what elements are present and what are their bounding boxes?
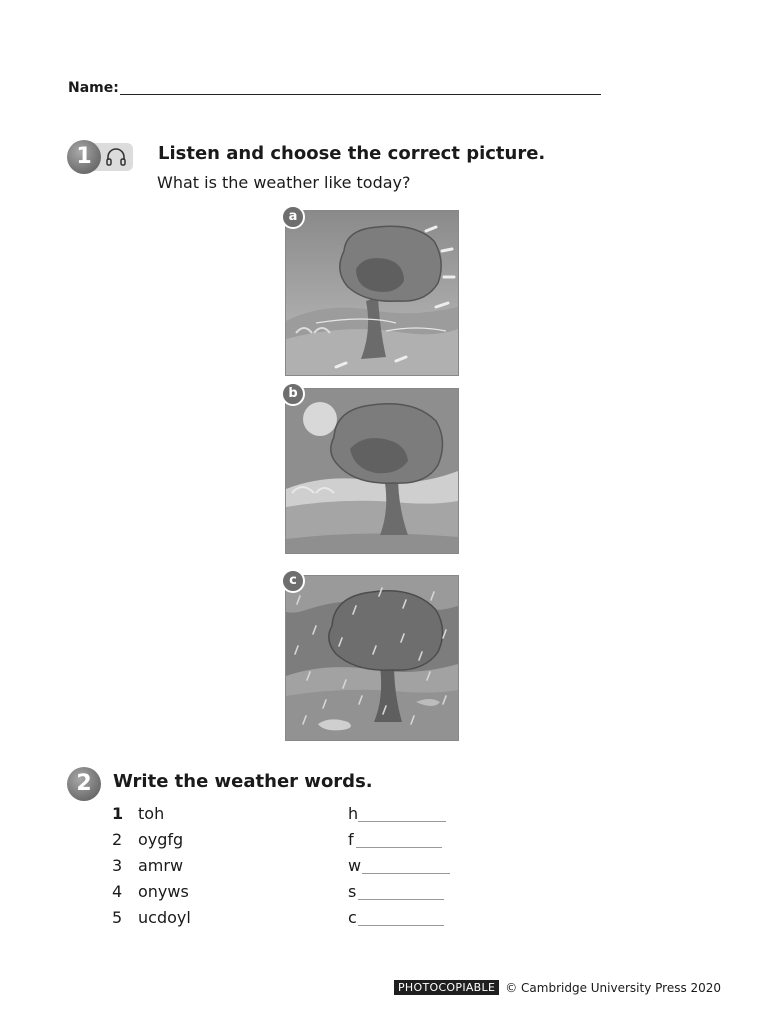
name-answer-line[interactable] (120, 94, 601, 95)
word-item (112, 804, 472, 826)
scrambled-word: onyws (138, 882, 189, 901)
scrambled-word: oygfg (138, 830, 184, 849)
answer-first-letter: h (348, 804, 359, 823)
answer-line[interactable] (356, 847, 442, 848)
answer-first-letter: w (348, 856, 362, 875)
footer (394, 980, 721, 998)
picture-a-windy[interactable] (285, 210, 459, 376)
answer-first-letter: s (348, 882, 357, 901)
picture-a-label: a (281, 205, 305, 229)
answer-line[interactable] (362, 873, 450, 874)
item-number: 2 (112, 830, 123, 849)
word-item (112, 856, 472, 878)
exercise-1-number: 1 (67, 140, 101, 174)
picture-b-label: b (281, 382, 305, 406)
item-number: 1 (112, 804, 124, 823)
answer-line[interactable] (358, 821, 446, 822)
answer-line[interactable] (358, 925, 444, 926)
picture-b-sunny[interactable] (285, 388, 459, 554)
picture-c-label: c (281, 569, 305, 593)
name-row (68, 80, 608, 100)
exercise-1-question: What is the weather like today? (157, 173, 411, 192)
item-number: 3 (112, 856, 123, 875)
answer-line[interactable] (358, 899, 444, 900)
word-item (112, 908, 472, 930)
exercise-2-title: Write the weather words. (113, 771, 373, 792)
exercise-2-number: 2 (67, 767, 101, 801)
scrambled-word: toh (138, 804, 165, 823)
scrambled-word: ucdoyl (138, 908, 191, 927)
photocopiable-tag: PHOTOCOPIABLE (394, 980, 499, 995)
exercise-1-title: Listen and choose the correct picture. (158, 143, 546, 164)
answer-first-letter: f (348, 830, 354, 849)
picture-c-rainy[interactable] (285, 575, 459, 741)
item-number: 4 (112, 882, 123, 901)
scrambled-word: amrw (138, 856, 184, 875)
item-number: 5 (112, 908, 123, 927)
headphones-icon (105, 147, 127, 167)
copyright-text: © Cambridge University Press 2020 (505, 980, 722, 995)
word-item (112, 882, 472, 904)
name-label: Name: (68, 80, 119, 96)
word-item (112, 830, 472, 852)
answer-first-letter: c (348, 908, 357, 927)
